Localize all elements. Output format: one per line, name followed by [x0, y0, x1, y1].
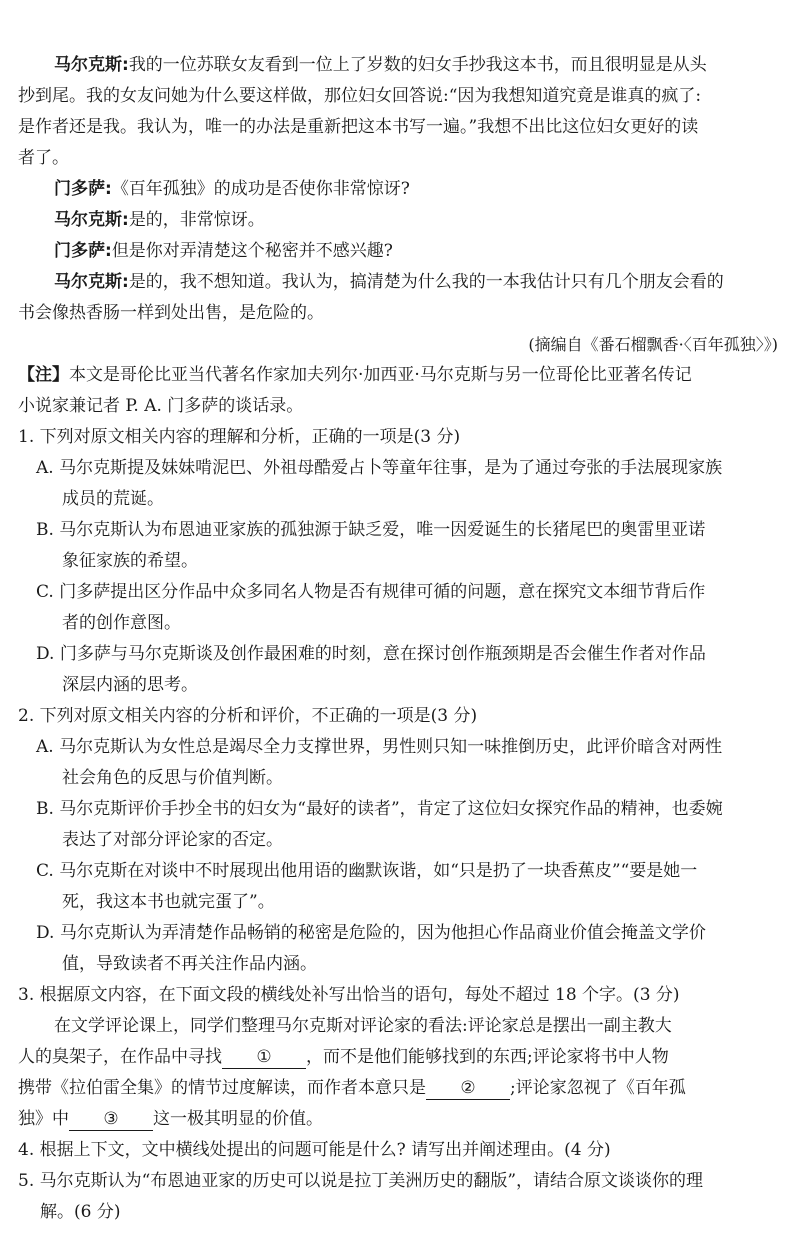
q1-option-b: B. 马尔克斯认为布恩迪亚家族的孤独源于缺乏爱，唯一因爱诞生的长猪尾巴的奥雷里亚诺: [36, 520, 706, 540]
dialogue-line: 马尔克斯:我的一位苏联女友看到一位上了岁数的妇女手抄我这本书，而且很明显是从头: [54, 55, 707, 75]
q2-option-a-cont: 社会角色的反思与价值判断。: [62, 768, 283, 788]
dialogue-line: 门多萨:但是你对弄清楚这个秘密并不感兴趣?: [54, 241, 393, 261]
q3-passage-line: 携带《拉伯雷全集》的情节过度解读，而作者本意只是 ② ;评论家忽视了《百年孤: [18, 1078, 686, 1098]
q3-passage-line: 人的臭架子，在作品中寻找 ① ，而不是他们能够找到的东西;评论家将书中人物: [18, 1047, 669, 1067]
question-5-stem-cont: 解。(6 分): [40, 1202, 121, 1222]
q1-option-d-cont: 深层内涵的思考。: [62, 675, 198, 695]
q2-option-d: D. 马尔克斯认为弄清楚作品畅销的秘密是危险的，因为他担心作品商业价值会掩盖文学价: [36, 923, 706, 943]
q1-option-d: D. 门多萨与马尔克斯谈及创作最困难的时刻，意在探讨创作瓶颈期是否会催生作者对作品: [36, 644, 706, 664]
q1-option-c-cont: 者的创作意图。: [62, 613, 181, 633]
speaker-marquez: 马尔克斯:: [54, 272, 129, 292]
speaker-mendoza: 门多萨:: [54, 179, 112, 199]
question-4-stem: 4. 根据上下文，文中横线处提出的问题可能是什么? 请写出并阐述理由。(4 分): [18, 1140, 611, 1160]
source-citation: (摘编自《番石榴飘香·〈百年孤独〉》): [528, 335, 778, 354]
dialogue-line: 抄到尾。我的女友问她为什么要这样做，那位妇女回答说:“因为我想知道究竟是谁真的疯了:: [18, 86, 702, 106]
dialogue-line: 书会像热香肠一样到处出售，是危险的。: [18, 303, 324, 323]
dialogue-line: 门多萨:《百年孤独》的成功是否使你非常惊讶?: [54, 179, 410, 199]
question-1-stem: 1. 下列对原文相关内容的理解和分析，正确的一项是(3 分): [18, 427, 461, 447]
dialogue-line: 马尔克斯:是的，我不想知道。我认为，搞清楚为什么我的一本我估计只有几个朋友会看的: [54, 272, 724, 292]
q2-option-c: C. 马尔克斯在对谈中不时展现出他用语的幽默诙谐，如“只是扔了一块香蕉皮”“要是她一: [36, 861, 698, 881]
q1-option-a-cont: 成员的荒诞。: [62, 489, 164, 509]
q1-option-b-cont: 象征家族的希望。: [62, 551, 198, 571]
dialogue-line: 马尔克斯:是的，非常惊讶。: [54, 210, 265, 230]
question-3-stem: 3. 根据原文内容，在下面文段的横线处补写出恰当的语句，每处不超过 18 个字。(3 分): [18, 985, 680, 1005]
q2-option-d-cont: 值，导致读者不再关注作品内涵。: [62, 954, 317, 974]
speaker-mendoza: 门多萨:: [54, 241, 112, 261]
q1-option-a: A. 马尔克斯提及妹妹啃泥巴、外祖母酷爱占卜等童年往事，是为了通过夸张的手法展现家族: [36, 458, 723, 478]
question-5-stem: 5. 马尔克斯认为“布恩迪亚家的历史可以说是拉丁美洲历史的翻版”，请结合原文谈谈你的理: [18, 1171, 704, 1191]
q2-option-b-cont: 表达了对部分评论家的否定。: [62, 830, 283, 850]
dialogue-line: 是作者还是我。我认为，唯一的办法是重新把这本书写一遍。”我想不出比这位妇女更好的读: [18, 117, 699, 137]
dialogue-line: 者了。: [18, 148, 69, 168]
q2-option-c-cont: 死，我这本书也就完蛋了”。: [62, 892, 275, 912]
q3-passage-line: 独》中 ③ 这一极其明显的价值。: [18, 1109, 323, 1129]
answer-blank-1[interactable]: ①: [222, 1046, 306, 1069]
answer-blank-2[interactable]: ②: [426, 1077, 510, 1100]
speaker-marquez: 马尔克斯:: [54, 55, 129, 75]
note-line: 小说家兼记者 P. A. 门多萨的谈话录。: [18, 396, 304, 416]
q2-option-a: A. 马尔克斯认为女性总是竭尽全力支撑世界，男性则只知一味推倒历史，此评价暗含对两性: [36, 737, 723, 757]
note-tag: 【注】: [18, 365, 69, 385]
answer-blank-3[interactable]: ③: [69, 1108, 153, 1131]
q1-option-c: C. 门多萨提出区分作品中众多同名人物是否有规律可循的问题，意在探究文本细节背后作: [36, 582, 706, 602]
q3-passage-line: 在文学评论课上，同学们整理马尔克斯对评论家的看法:评论家总是摆出一副主教大: [54, 1016, 672, 1036]
q2-option-b: B. 马尔克斯评价手抄全书的妇女为“最好的读者”，肯定了这位妇女探究作品的精神，也委婉: [36, 799, 723, 819]
speaker-marquez: 马尔克斯:: [54, 210, 129, 230]
question-2-stem: 2. 下列对原文相关内容的分析和评价，不正确的一项是(3 分): [18, 706, 478, 726]
note: 【注】本文是哥伦比亚当代著名作家加夫列尔·加西亚·马尔克斯与另一位哥伦比亚著名传记: [18, 365, 692, 385]
